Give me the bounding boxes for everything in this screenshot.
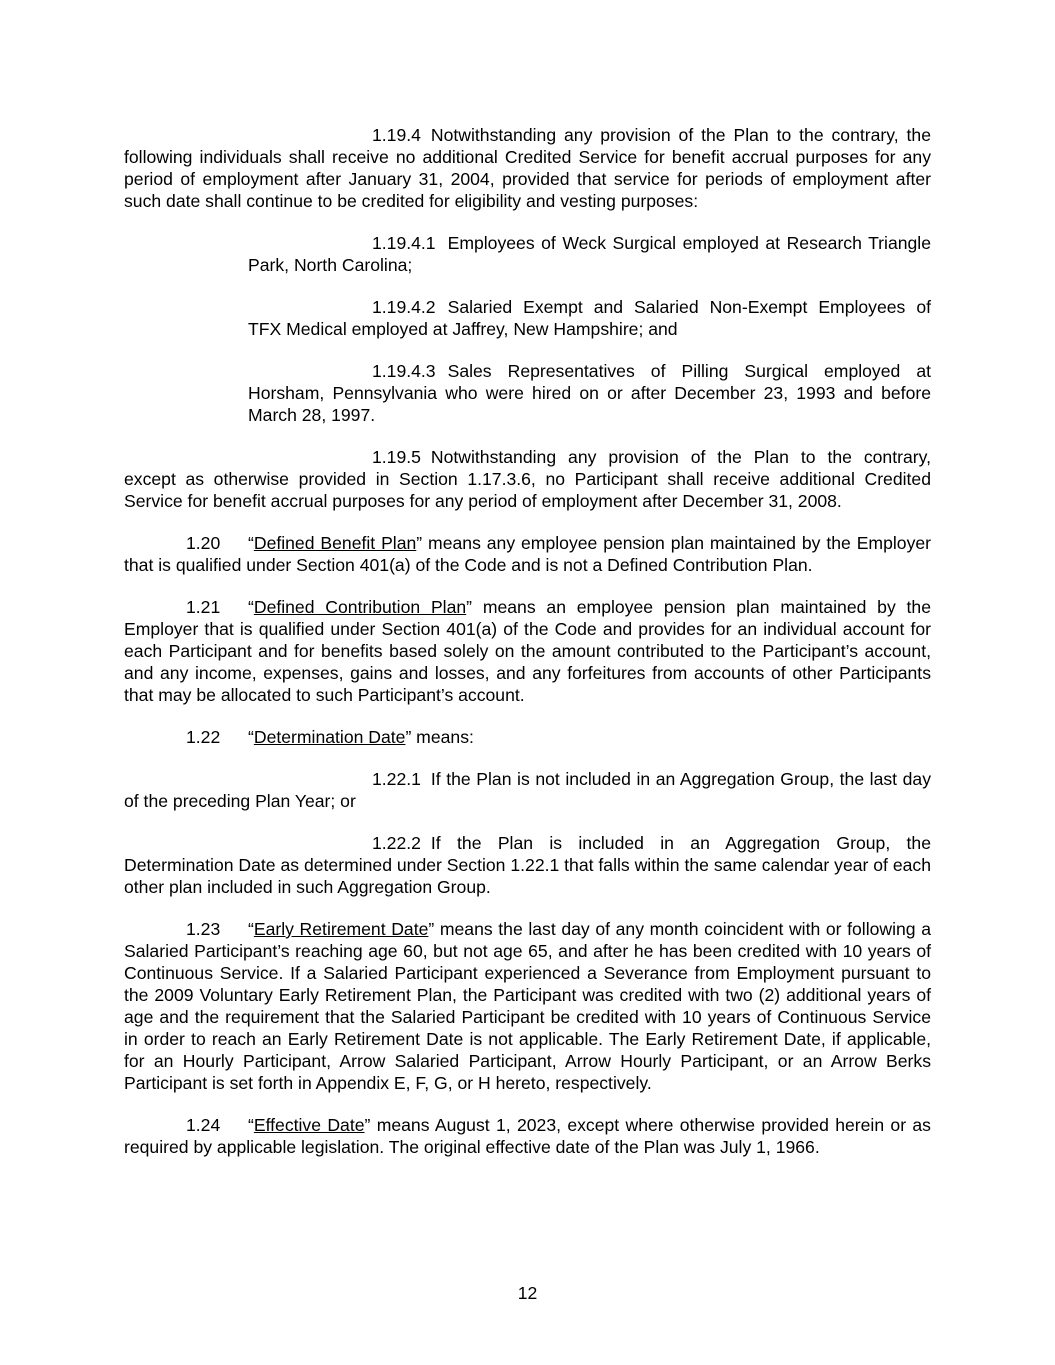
paragraph-1-23 — [124, 918, 931, 1094]
paragraph-text: If the Plan is not included in an Aggregation Group, the last day of the preceding Plan Year; or — [124, 769, 931, 811]
paragraph-text: Salaried Exempt and Salaried Non-Exempt Employees of TFX Medical employed at Jaffrey, New Hampshire; and — [248, 297, 931, 339]
section-number: 1.23 — [186, 919, 221, 939]
paragraph-text: means August 1, 2023, except where otherwise provided herein or as required by applicable legislation. The original effective date of the Plan was July 1, 1966. — [124, 1115, 931, 1157]
defined-term: Defined Contribution Plan — [253, 597, 467, 617]
defined-term: Determination Date — [253, 727, 406, 747]
defined-term: Defined Benefit Plan — [253, 533, 417, 553]
open-quote: “ — [248, 597, 254, 617]
paragraph-text: Sales Representatives of Pilling Surgical employed at Horsham, Pennsylvania who were hired on or after December 23, 1993 and before March 28, 1997. — [248, 361, 931, 425]
paragraph-1-21 — [124, 596, 931, 706]
paragraph-text: If the Plan is included in an Aggregation Group, the Determination Date as determined under Section 1.22.1 that falls within the same calendar year of each other plan included in such Aggregation Group. — [124, 833, 931, 897]
section-number: 1.19.4 — [372, 125, 421, 145]
close-quote: ” — [428, 919, 435, 939]
paragraph-1-19-4 — [124, 124, 931, 212]
section-number: 1.19.4.1 — [372, 233, 436, 253]
section-number: 1.19.4.2 — [372, 297, 436, 317]
close-quote: ” — [416, 533, 423, 553]
paragraph-1-19-4-2 — [248, 296, 931, 340]
paragraph-1-22-1 — [124, 768, 931, 812]
paragraph-text: Notwithstanding any provision of the Plan to the contrary, the following individuals shall receive no additional Credited Service for benefit accrual purposes for any period of employment after January 31, 2004, provided that service for periods of employment after such date shall continue to be credited for eligibility and vesting purposes: — [124, 125, 931, 211]
paragraph-1-19-5 — [124, 446, 931, 512]
paragraph-1-22 — [124, 726, 931, 748]
close-quote: ” — [364, 1115, 371, 1135]
paragraph-1-19-4-3 — [248, 360, 931, 426]
section-number: 1.22 — [186, 727, 221, 747]
section-number: 1.24 — [186, 1115, 221, 1135]
section-number: 1.19.4.3 — [372, 361, 436, 381]
paragraph-1-22-2 — [124, 832, 931, 898]
document-page — [124, 124, 931, 1178]
paragraph-1-20 — [124, 532, 931, 576]
open-quote: “ — [248, 533, 254, 553]
open-quote: “ — [248, 727, 254, 747]
paragraph-text: means the last day of any month coincident with or following a Salaried Participant’s reaching age 60, but not age 65, and after he has been credited with 10 years of Continuous Service. If a Salaried Participant experienced a Severance from Employment pursuant to the 2009 Voluntary Early Retirement Plan, the Participant was credited with two (2) additional years of age and the requirement that the Salaried Participant be credited with 10 years of Continuous Service in order to reach an Early Retirement Date is not applicable. The Early Retirement Date, if applicable, for an Hourly Participant, Arrow Salaried Participant, Arrow Hourly Participant, or an Arrow Berks Participant is set forth in Appendix E, F, G, or H hereto, respectively. — [124, 919, 931, 1093]
paragraph-text: means: — [411, 727, 474, 747]
paragraph-1-19-4-1 — [248, 232, 931, 276]
page-number: 12 — [517, 1283, 538, 1303]
section-number: 1.21 — [186, 597, 221, 617]
defined-term: Effective Date — [253, 1115, 365, 1135]
paragraph-text: Employees of Weck Surgical employed at Research Triangle Park, North Carolina; — [248, 233, 931, 275]
open-quote: “ — [248, 1115, 254, 1135]
section-number: 1.19.5 — [372, 447, 421, 467]
close-quote: ” — [466, 597, 473, 617]
paragraph-text: means an employee pension plan maintained by the Employer that is qualified under Section 401(a) of the Code and provides for an individual account for each Participant and for benefits based solely on the amount contributed to the Participant’s account, and any income, expenses, gains and losses, and any forfeitures from accounts of other Participants that may be allocated to such Participant’s account. — [124, 597, 932, 705]
paragraph-1-24 — [124, 1114, 931, 1158]
section-number: 1.22.2 — [372, 833, 421, 853]
paragraph-text: Notwithstanding any provision of the Plan to the contrary, except as otherwise provided in Section 1.17.3.6, no Participant shall receive additional Credited Service for benefit accrual purposes for any period of employment after December 31, 2008. — [124, 447, 931, 511]
section-number: 1.20 — [186, 533, 221, 553]
defined-term: Early Retirement Date — [253, 919, 429, 939]
open-quote: “ — [248, 919, 254, 939]
close-quote: ” — [405, 727, 412, 747]
paragraph-text: means any employee pension plan maintained by the Employer that is qualified under Section 401(a) of the Code and is not a Defined Contribution Plan. — [124, 533, 932, 575]
section-number: 1.22.1 — [372, 769, 421, 789]
